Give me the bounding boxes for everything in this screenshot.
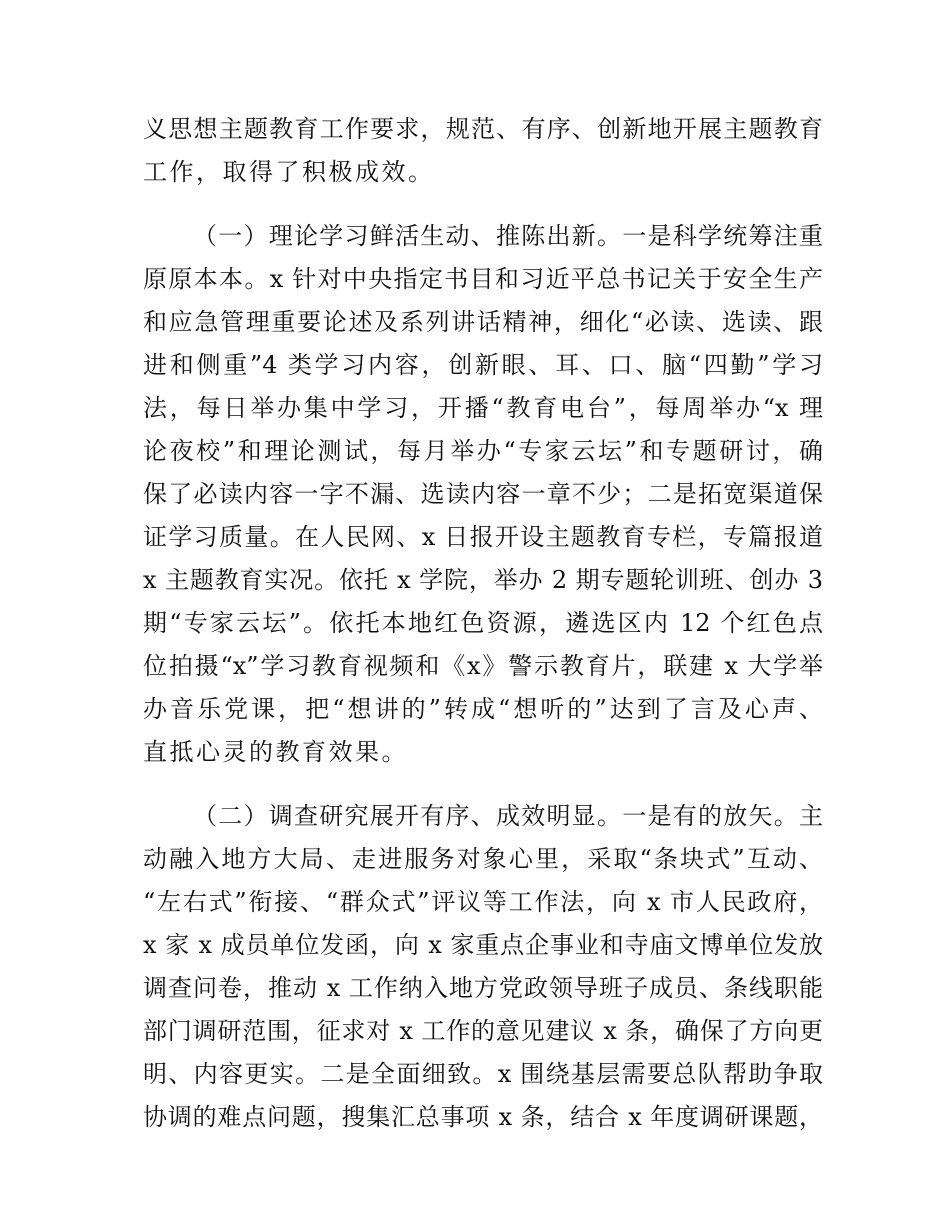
text-line: 位拍摄“x”学习教育视频和《x》警示教育片，联建 x 大学举 xyxy=(143,652,823,680)
text-line: 直抵心灵的教育效果。 xyxy=(143,738,408,766)
text-line: “左右式”衔接、“群众式”评议等工作法，向 x 市人民政府， xyxy=(143,888,823,916)
text-line: 义思想主题教育工作要求，规范、有序、创新地开展主题教育 xyxy=(143,115,823,143)
text-line: 保了必读内容一字不漏、选读内容一章不少；二是拓宽渠道保 xyxy=(143,480,823,508)
text-line: 期“专家云坛”。依托本地红色资源，遴选区内 12 个红色点 xyxy=(143,609,823,637)
text-line: 办音乐党课，把“想讲的”转成“想听的”达到了言及心声、 xyxy=(143,695,823,723)
paragraph-2-heading-line: （二）调查研究展开有序、成效明显。一是有的放矢。主 xyxy=(193,802,823,830)
text-line: 证学习质量。在人民网、x 日报开设主题教育专栏，专篇报道 xyxy=(143,523,823,551)
text-line: x 主题教育实况。依托 x 学院，举办 2 期专题轮训班、创办 3 xyxy=(143,566,823,594)
text-line: 论夜校”和理论测试，每月举办“专家云坛”和专题研讨，确 xyxy=(143,437,823,465)
text-line: 和应急管理重要论述及系列讲话精神，细化“必读、选读、跟 xyxy=(143,308,823,336)
text-line: 明、内容更实。二是全面细致。x 围绕基层需要总队帮助争取 xyxy=(143,1060,823,1088)
text-line: 协调的难点问题，搜集汇总事项 x 条，结合 x 年度调研课题， xyxy=(143,1103,823,1131)
text-line: 工作，取得了积极成效。 xyxy=(143,158,435,186)
text-line: 原原本本。x 针对中央指定书目和习近平总书记关于安全生产 xyxy=(143,265,823,293)
text-line: 部门调研范围，征求对 x 工作的意见建议 x 条，确保了方向更 xyxy=(143,1017,823,1045)
paragraph-1-heading-line: （一）理论学习鲜活生动、推陈出新。一是科学统筹注重 xyxy=(193,222,823,250)
text-line: 进和侧重”4 类学习内容，创新眼、耳、口、脑“四勤”学习 xyxy=(143,351,823,379)
text-line: 调查问卷，推动 x 工作纳入地方党政领导班子成员、条线职能 xyxy=(143,974,823,1002)
text-line: 法，每日举办集中学习，开播“教育电台”，每周举办“x 理 xyxy=(143,394,823,422)
text-line: x 家 x 成员单位发函，向 x 家重点企事业和寺庙文博单位发放 xyxy=(143,931,823,959)
text-line: 动融入地方大局、走进服务对象心里，采取“条块式”互动、 xyxy=(143,845,823,873)
